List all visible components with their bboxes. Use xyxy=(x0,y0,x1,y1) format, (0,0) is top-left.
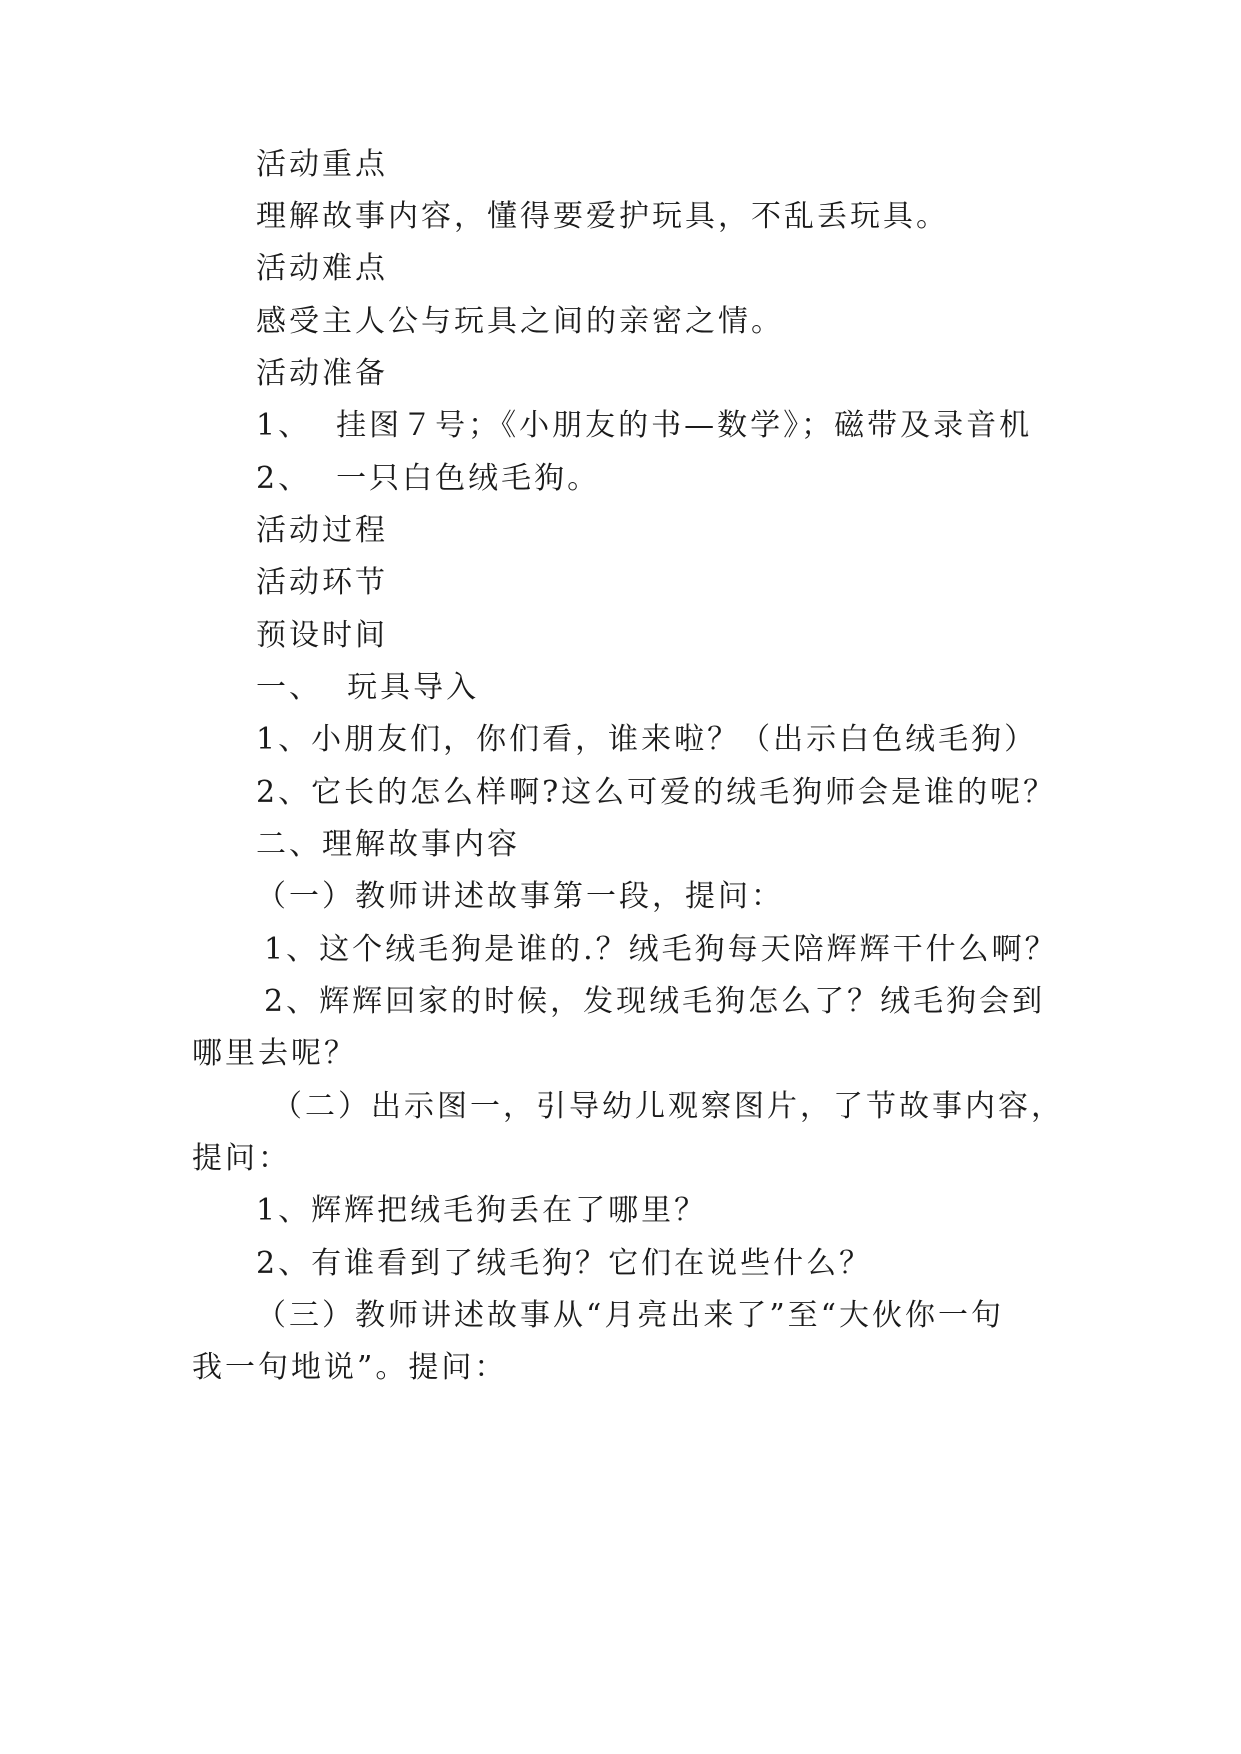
heading-activity-focus: 活动重点 xyxy=(256,147,388,182)
list-item-preparation-2: 2、 一只白色绒毛狗。 xyxy=(256,461,601,496)
heading-activity-difficulty: 活动难点 xyxy=(256,251,388,286)
subsection-2: （二）出示图一，引导幼儿观察图片，了节故事内容， xyxy=(272,1089,1064,1124)
heading-activity-process: 活动过程 xyxy=(256,513,388,548)
paragraph-story-question-1: 1、这个绒毛狗是谁的.？绒毛狗每天陪辉辉干什么啊？ xyxy=(264,932,1058,967)
paragraph-question-2: 2、它长的怎么样啊?这么可爱的绒毛狗师会是谁的呢？ xyxy=(256,775,1057,810)
paragraph-story-question-2: 2、辉辉回家的时候，发现绒毛狗怎么了？绒毛狗会到 xyxy=(264,984,1046,1019)
section-toy-introduction: 一、 玩具导入 xyxy=(256,670,480,705)
heading-preset-time: 预设时间 xyxy=(256,618,388,653)
paragraph-difficulty-content: 感受主人公与玩具之间的亲密之情。 xyxy=(256,304,784,339)
heading-activity-step: 活动环节 xyxy=(256,565,388,600)
section-understand-story: 二、理解故事内容 xyxy=(256,827,520,862)
paragraph-picture-question-2: 2、有谁看到了绒毛狗？它们在说些什么？ xyxy=(256,1246,873,1281)
heading-activity-preparation: 活动准备 xyxy=(256,356,388,391)
subsection-1: （一）教师讲述故事第一段，提问： xyxy=(256,879,784,914)
subsection-2-cont: 提问： xyxy=(192,1141,291,1176)
paragraph-picture-question-1: 1、辉辉把绒毛狗丢在了哪里？ xyxy=(256,1193,708,1228)
paragraph-question-1: 1、小朋友们，你们看，谁来啦？（出示白色绒毛狗） xyxy=(256,722,1038,757)
paragraph-focus-content: 理解故事内容，懂得要爱护玩具，不乱丢玩具。 xyxy=(256,199,949,234)
subsection-3-cont: 我一句地说”。提问： xyxy=(192,1350,508,1385)
subsection-3: （三）教师讲述故事从“月亮出来了”至“大伙你一句 xyxy=(256,1298,1005,1333)
paragraph-story-question-2-cont: 哪里去呢？ xyxy=(192,1036,357,1071)
list-item-preparation-1: 1、 挂图７号；《小朋友的书—数学》；磁带及录音机 xyxy=(256,408,1033,443)
